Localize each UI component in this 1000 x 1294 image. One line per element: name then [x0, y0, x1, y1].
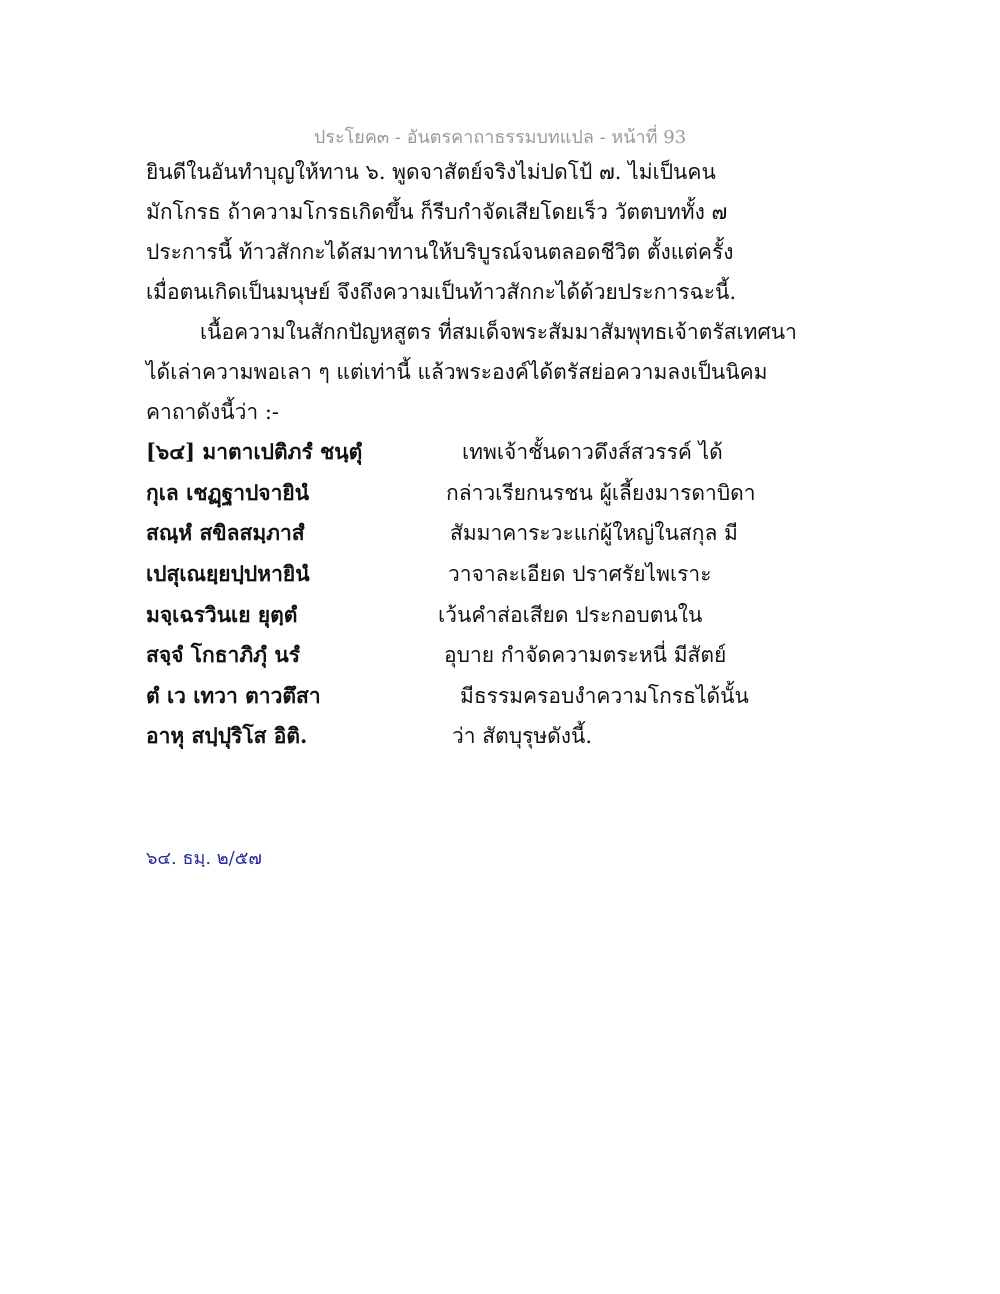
- verse-thai: วาจาละเอียด ปราศรัยไพเราะ: [448, 562, 712, 586]
- verse-thai: เว้นคำส่อเสียด ประกอบตนใน: [438, 603, 703, 627]
- paragraph-line: ยินดีในอันทำบุญให้ทาน ๖. พูดจาสัตย์จริงไม่ปดโป้ ๗. ไม่เป็นคน: [146, 160, 716, 184]
- verse-thai: สัมมาคาระวะแก่ผู้ใหญ่ในสกุล มี: [450, 521, 738, 545]
- verse-thai: มีธรรมครอบงำความโกรธได้นั้น: [460, 684, 749, 708]
- verse-thai: เทพเจ้าชั้นดาวดึงส์สวรรค์ ได้: [462, 440, 723, 464]
- verse-pali: ตํ เว เทวา ตาวตึสา: [146, 683, 321, 708]
- verse-pali: สณฺหํ สขิลสมฺภาสํ: [146, 520, 305, 545]
- paragraph-line: เมื่อตนเกิดเป็นมนุษย์ จึงถึงความเป็นท้าวสักกะได้ด้วยประการฉะนี้.: [146, 280, 737, 304]
- paragraph-line: เนื้อความในสักกปัญหสูตร ที่สมเด็จพระสัมมาสัมพุทธเจ้าตรัสเทศนา: [200, 320, 797, 344]
- verse-pali: สจฺจํ โกธาภิภุํ นรํ: [146, 642, 300, 667]
- paragraph-line: มักโกรธ ถ้าความโกรธเกิดขึ้น ก็รีบกำจัดเสียโดยเร็ว วัตตบททั้ง ๗: [146, 200, 728, 224]
- verse-thai: ว่า สัตบุรุษดังนี้.: [452, 724, 593, 748]
- verse-pali: [๖๔] มาตาเปติภรํ ชนฺตุํ: [146, 439, 363, 464]
- verse-pali: เปสุเณยฺยปฺปหายินํ: [146, 561, 310, 586]
- page-header: ประโยค๓ - อันตรคาถาธรรมบทแปล - หน้าที่ 93: [313, 127, 687, 148]
- paragraph-line: คาถาดังนี้ว่า :-: [146, 400, 280, 424]
- verse-pali: กุเล เชฏฺฐาปจายินํ: [146, 480, 310, 505]
- verse-thai: กล่าวเรียกนรชน ผู้เลี้ยงมารดาบิดา: [446, 481, 756, 505]
- paragraph-line: ประการนี้ ท้าวสักกะได้สมาทานให้บริบูรณ์จนตลอดชีวิต ตั้งแต่ครั้ง: [146, 240, 734, 264]
- verse-pali: อาหุ สปฺปุริโส อิติ.: [146, 723, 308, 748]
- footnote: ๖๔. ธมฺ. ๒/๕๗: [146, 848, 262, 869]
- verse-pali: มจฺเฉรวินเย ยุตฺตํ: [146, 602, 298, 627]
- paragraph-line: ได้เล่าความพอเลา ๆ แต่เท่านี้ แล้วพระองค์ได้ตรัสย่อความลงเป็นนิคม: [146, 360, 768, 384]
- verse-thai: อุบาย กำจัดความตระหนี่ มีสัตย์: [444, 643, 727, 667]
